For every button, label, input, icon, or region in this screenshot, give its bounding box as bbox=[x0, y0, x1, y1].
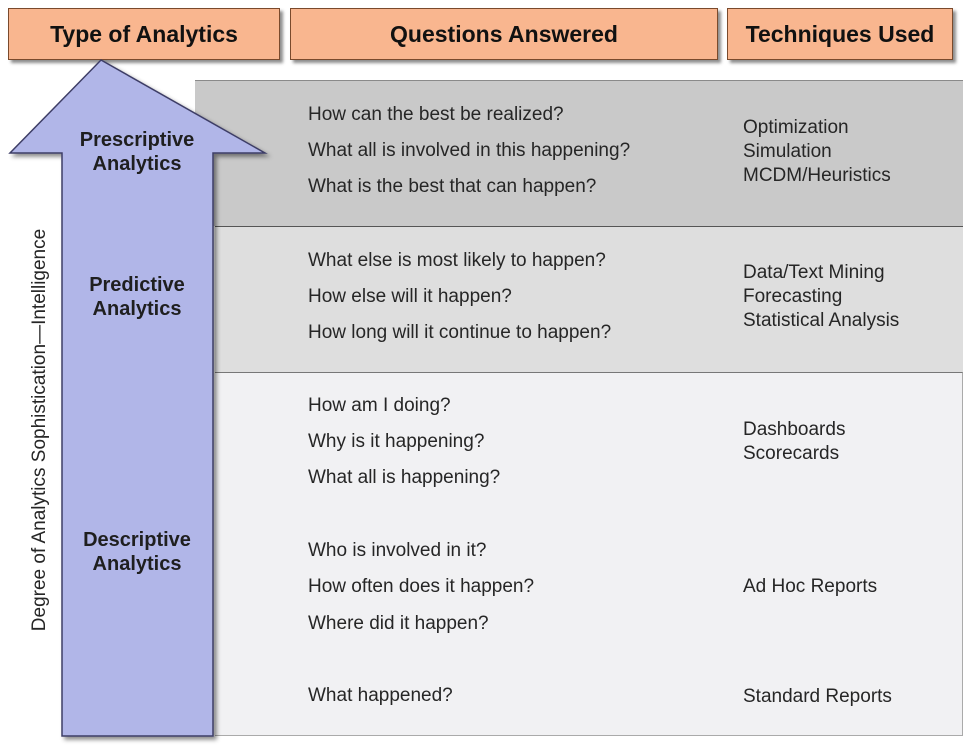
axis-label: Degree of Analytics Sophistication—Intelligence bbox=[29, 228, 50, 632]
techniques-descriptive-2 bbox=[743, 575, 877, 599]
technique: Scorecards bbox=[743, 443, 840, 464]
techniques-prescriptive bbox=[743, 116, 891, 188]
technique: Data/Text Mining bbox=[743, 262, 885, 283]
question: How often does it happen? bbox=[308, 576, 535, 597]
header-questions-answered: Questions Answered bbox=[290, 8, 718, 60]
prescriptive-label: Prescriptive Analytics bbox=[79, 129, 195, 175]
question: How else will it happen? bbox=[308, 286, 512, 307]
question: Who is involved in it? bbox=[308, 540, 487, 561]
predictive-label: Predictive Analytics bbox=[89, 274, 185, 320]
technique: Forecasting bbox=[743, 286, 843, 307]
techniques-descriptive-3 bbox=[743, 685, 892, 709]
techniques-predictive bbox=[743, 261, 899, 333]
technique: Optimization bbox=[743, 117, 849, 138]
technique: Standard Reports bbox=[743, 686, 892, 707]
question: What else is most likely to happen? bbox=[308, 250, 606, 271]
techniques-descriptive-1 bbox=[743, 418, 845, 466]
question: How long will it continue to happen? bbox=[308, 322, 612, 343]
header-techniques-used: Techniques Used bbox=[727, 8, 953, 60]
question: What all is involved in this happening? bbox=[308, 140, 631, 161]
technique: Ad Hoc Reports bbox=[743, 576, 878, 597]
question: How can the best be realized? bbox=[308, 104, 564, 125]
technique: MCDM/Heuristics bbox=[743, 165, 891, 186]
question: How am I doing? bbox=[308, 395, 451, 416]
technique: Simulation bbox=[743, 141, 832, 162]
question: What happened? bbox=[308, 685, 453, 706]
header-type-of-analytics: Type of Analytics bbox=[8, 8, 280, 60]
question: Where did it happen? bbox=[308, 613, 489, 634]
question: What is the best that can happen? bbox=[308, 176, 597, 197]
question: Why is it happening? bbox=[308, 431, 485, 452]
technique: Statistical Analysis bbox=[743, 310, 900, 331]
technique: Dashboards bbox=[743, 419, 846, 440]
descriptive-label: Descriptive Analytics bbox=[83, 529, 191, 575]
question: What all is happening? bbox=[308, 467, 501, 488]
